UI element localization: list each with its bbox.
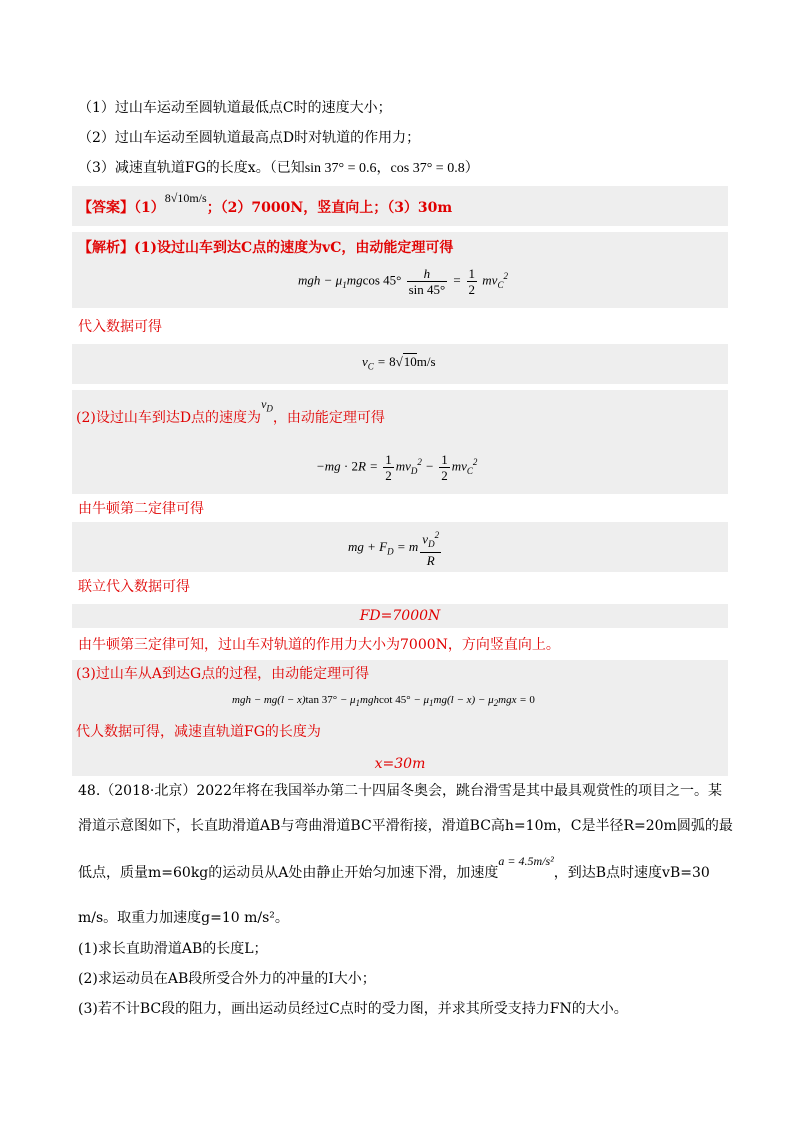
answer-label: 【答案】 xyxy=(78,200,134,216)
analysis-box-2 xyxy=(72,390,728,494)
analysis-step-3 xyxy=(76,397,385,432)
q48-line-3c: ，到达B点时速度vB=30 xyxy=(553,865,710,881)
analysis-step-5: 联立代入数据可得 xyxy=(78,579,190,595)
newton-box xyxy=(72,522,728,572)
analysis-line-1 xyxy=(78,238,453,258)
question-item-2: （2）过山车运动至圆轨道最高点D时对轨道的作用力； xyxy=(78,130,421,146)
answer-box xyxy=(72,186,728,226)
question-item-3-text: （3）减速直轨道FG的长度x。（已知 xyxy=(78,160,305,176)
x-box xyxy=(72,752,728,776)
fd-result: FD=7000N xyxy=(359,608,441,624)
equation-energy-d: −mg · 2R = $\frac{1}{2}$ $mv_D^2$ − $\frac{1}{2}$ $mv_C^2$ xyxy=(316,452,478,483)
analysis-step-2: 代入数据可得 xyxy=(78,319,162,335)
question-item-1: （1）过山车运动至圆轨道最低点C时的速度大小； xyxy=(78,100,392,116)
analysis-step-3a: (2)设过山车到达D点的速度为 xyxy=(76,410,262,426)
analysis-label: 【解析】 xyxy=(78,240,134,256)
equation-energy-g: mgh − mg(l − x)tan $37^\circ - \mu_1mghcot$ $45^\circ - \mu_1mg(l - x) - \mu_2mgx = 0$ xyxy=(232,694,535,709)
q48-line-4: m/s。取重力加速度g=10 m/s²。 xyxy=(78,910,289,926)
analysis-step-8: 代人数据可得，减速直轨道FG的长度为 xyxy=(76,724,321,740)
analysis-step-7: (3)过山车从A到达G点的过程，由动能定理可得 xyxy=(76,666,370,682)
velocity-box xyxy=(72,344,728,384)
sin-value: sin 37° = 0.6 xyxy=(304,161,377,176)
x-result: x=30m xyxy=(374,756,426,772)
q48-line-5: (1)求长直助滑道AB的长度L； xyxy=(78,941,268,957)
q48-line-2: 滑道示意图如下，长直助滑道AB与弯曲滑道BC平滑衔接，滑道BC高h=10m，C是半径R=20m圆弧的最 xyxy=(78,818,733,834)
answer-velocity: 8√10m/s xyxy=(164,191,207,205)
answer-line xyxy=(78,191,453,218)
comma: ， xyxy=(376,160,391,176)
analysis-step-6: 由牛顿第三定律可知，过山车对轨道的作用力大小为7000N，方向竖直向上。 xyxy=(78,637,560,653)
analysis-step-4: 由牛顿第二定律可得 xyxy=(78,501,204,517)
q48-line-1: 48.（2018·北京）2022年将在我国举办第二十四届冬奥会，跳台滑雪是其中最具观赏性的项目之一。某 xyxy=(78,783,722,799)
equation-energy-c: mgh − $\mu_1mgcos$ 45° $\frac{h}{\sin 45^\circ}$ = $\frac{1}{2}$ $mv_C^2$ xyxy=(298,266,508,297)
cos-value: cos 37° = 0.8 xyxy=(390,161,465,176)
analysis-step-3b: ，由动能定理可得 xyxy=(272,410,385,426)
analysis-box-3 xyxy=(72,660,728,752)
equation-vc: $v_C = 8√10m/s$ xyxy=(362,354,436,372)
q48-line-6: (2)求运动员在AB段所受合外力的冲量的I大小； xyxy=(78,971,376,987)
question-item-3 xyxy=(78,158,479,179)
paren-close: ） xyxy=(464,160,479,176)
analysis-box-1 xyxy=(72,232,728,308)
vd-symbol: $v_D$ xyxy=(261,397,273,414)
q48-line-3a: 低点，质量m=60kg的运动员从A处由静止开始匀加速下滑，加速度 xyxy=(78,865,499,881)
answer-part2: ；（2）7000N，竖直向上；（3）30m xyxy=(206,200,453,216)
equation-newton: mg + $F_D = m$ $\frac{v_D^2}{R}$ xyxy=(348,530,440,568)
q48-line-3 xyxy=(78,854,710,884)
fd-box xyxy=(72,604,728,628)
answer-part1: （1） xyxy=(134,200,165,216)
q48-line-7: (3)若不计BC段的阻力，画出运动员经过C点时的受力图，并求其所受支持力FN的大小。 xyxy=(78,1001,628,1017)
analysis-step-1: (1)设过山车到达C点的速度为vC，由动能定理可得 xyxy=(134,240,454,256)
acceleration-value: a = 4.5m/s² xyxy=(498,854,554,868)
